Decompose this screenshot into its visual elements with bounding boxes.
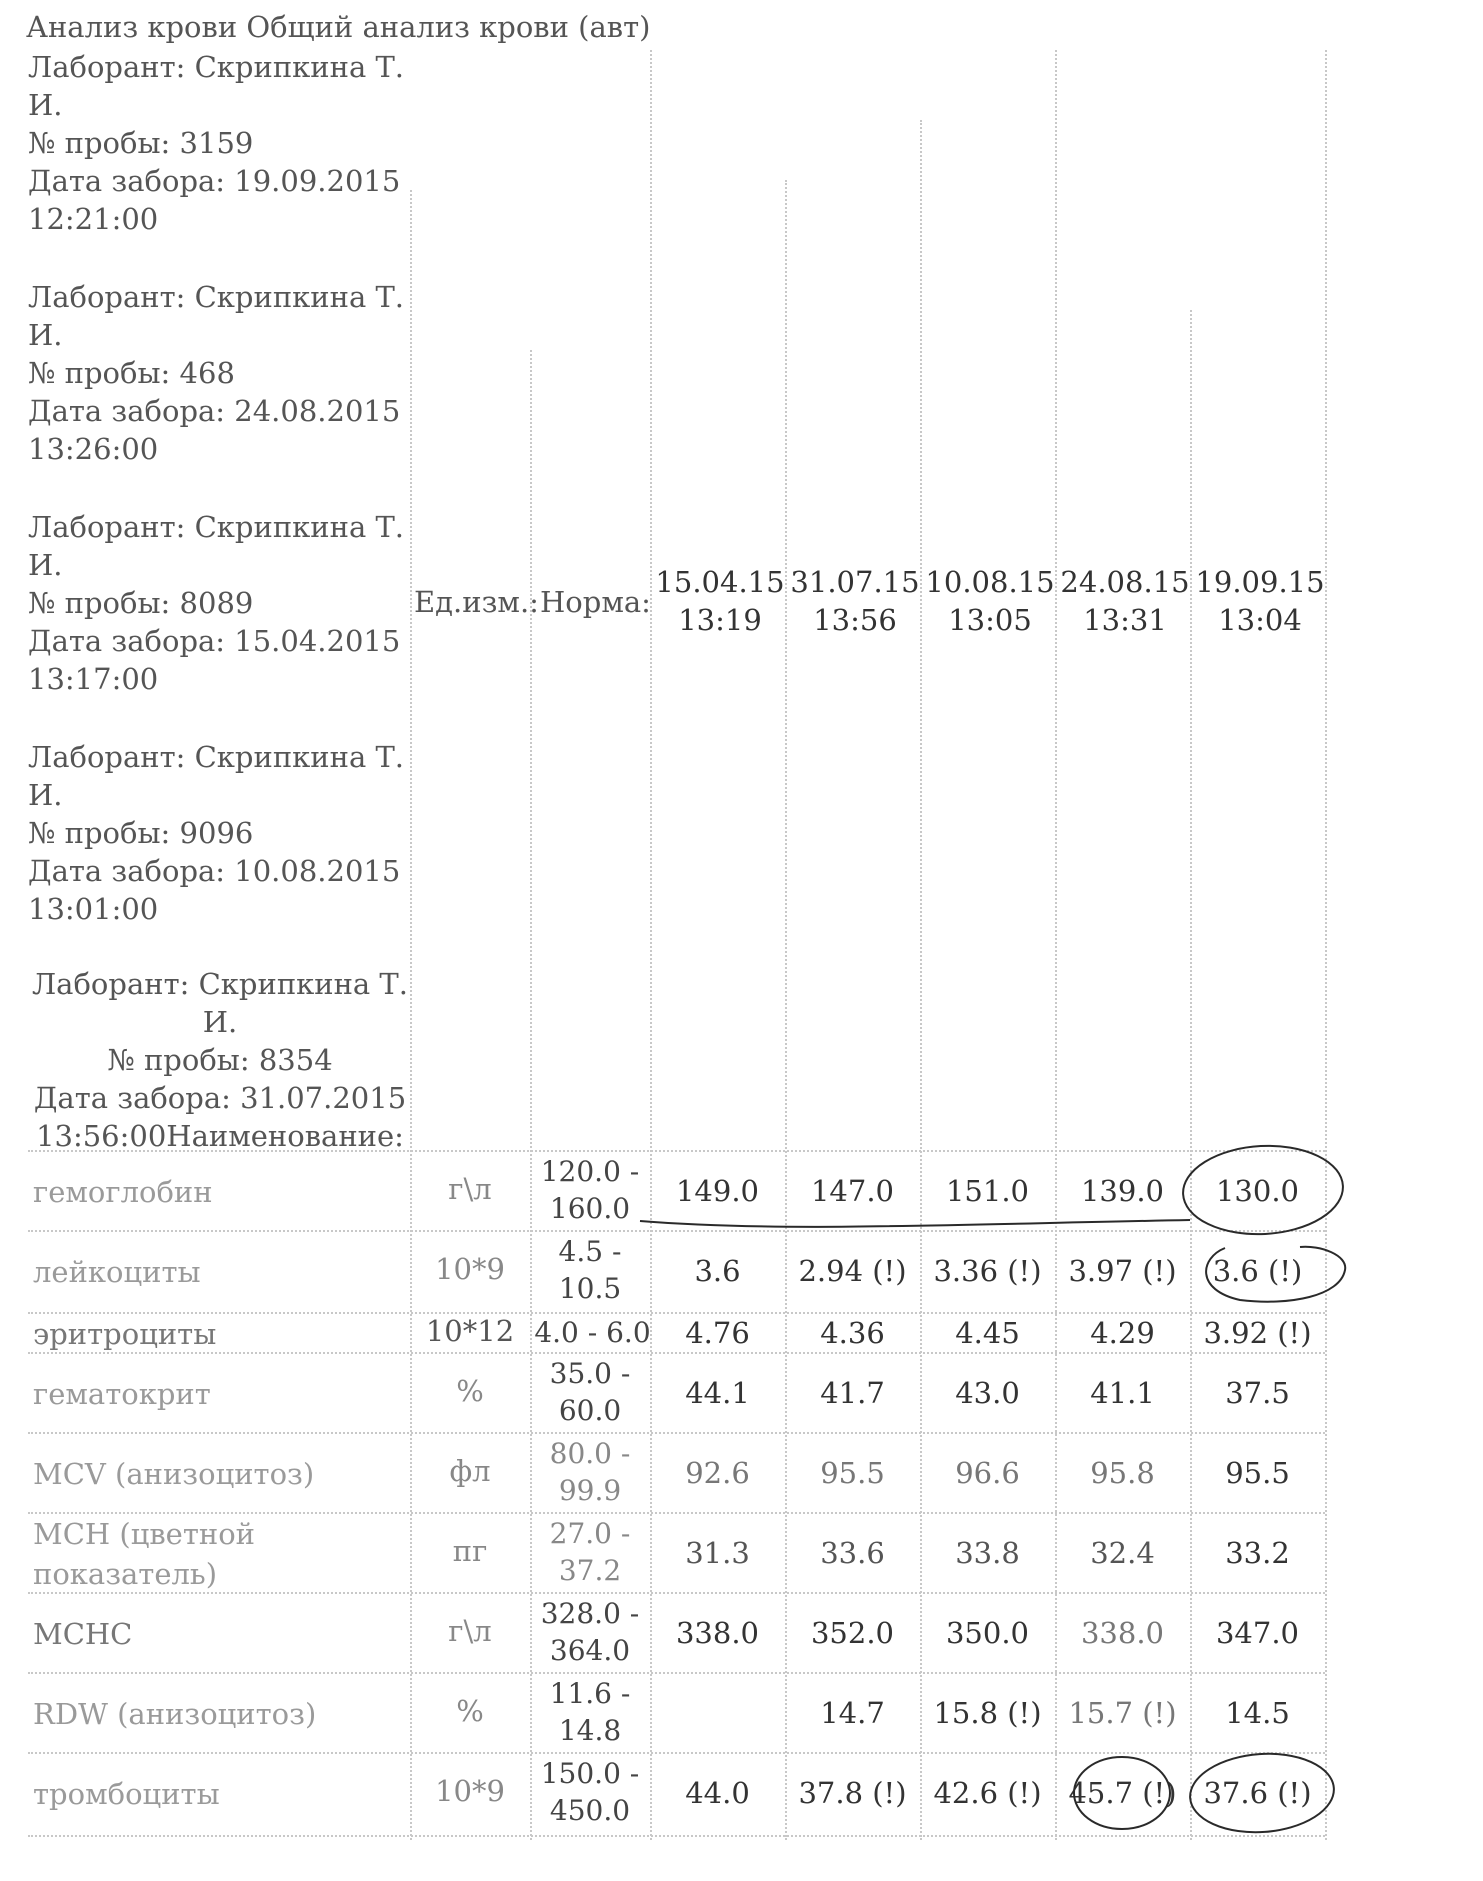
row-unit: г\л — [448, 1172, 492, 1206]
probe-number: № пробы: 8354 — [107, 1043, 333, 1077]
value-cell: 41.1 — [1090, 1376, 1155, 1410]
norm-low: 80.0 - — [549, 1437, 631, 1470]
value-cell: 4.45 — [955, 1316, 1020, 1350]
probe-number: № пробы: 3159 — [28, 126, 254, 160]
value-cell: 2.94 (!) — [798, 1254, 907, 1288]
row-unit: 10*12 — [425, 1314, 515, 1348]
laborant-label: Лаборант: Скрипкина Т. — [31, 967, 408, 1001]
probe-number: № пробы: 9096 — [28, 816, 254, 850]
value-cell: 33.2 — [1225, 1536, 1290, 1570]
norm-low: 328.0 - — [540, 1597, 640, 1630]
collection-date: Дата забора: 15.04.2015 — [28, 624, 401, 658]
value-cell: 15.8 (!) — [933, 1696, 1042, 1730]
row-name: тромбоциты — [33, 1777, 220, 1811]
value-cell: 37.8 (!) — [798, 1776, 907, 1810]
row-name: гематокрит — [33, 1377, 211, 1411]
collection-time: 13:01:00 — [28, 892, 159, 926]
probe-number: № пробы: 468 — [28, 356, 235, 390]
value-cell: 338.0 — [1080, 1616, 1165, 1650]
norm-high: 450.0 — [549, 1794, 631, 1827]
laborant-label-cont: И. — [202, 1005, 238, 1039]
row-name: MCV (анизоцитоз) — [33, 1457, 315, 1491]
value-cell: 139.0 — [1080, 1174, 1165, 1208]
value-cell: 33.6 — [820, 1536, 885, 1570]
row-unit: % — [456, 1374, 484, 1408]
norm-high: 37.2 — [558, 1554, 622, 1587]
date-header-date: 15.04.15 — [655, 565, 785, 599]
norm-high: 99.9 — [558, 1474, 622, 1507]
norm-low: 120.0 - — [540, 1155, 640, 1188]
date-header-time: 13:31 — [1083, 603, 1167, 637]
value-cell: 3.36 (!) — [933, 1254, 1042, 1288]
laborant-label-cont: И. — [28, 548, 63, 582]
norm-header: Норма: — [540, 585, 651, 619]
value-cell: 32.4 — [1090, 1536, 1155, 1570]
date-header-time: 13:56 — [813, 603, 897, 637]
row-unit: пг — [452, 1534, 488, 1568]
row-name: гемоглобин — [33, 1175, 213, 1209]
norm-high: 364.0 — [549, 1634, 631, 1667]
collection-time: 13:17:00 — [28, 662, 159, 696]
norm-low: 35.0 - — [549, 1357, 631, 1390]
circle-mark-platelets-5 — [1187, 1749, 1336, 1837]
value-cell: 42.6 (!) — [933, 1776, 1042, 1810]
value-cell: 147.0 — [810, 1174, 895, 1208]
date-header-date: 31.07.15 — [790, 565, 920, 599]
probe-number: № пробы: 8089 — [28, 586, 254, 620]
norm-low: 4.0 - 6.0 — [534, 1316, 651, 1349]
value-cell: 41.7 — [820, 1376, 885, 1410]
date-header-date: 24.08.15 — [1060, 565, 1190, 599]
collection-date: Дата забора: 24.08.2015 — [28, 394, 401, 428]
row-unit: 10*9 — [435, 1774, 505, 1808]
collection-time: 13:56:00Наименование: — [36, 1119, 404, 1153]
norm-low: 4.5 - — [558, 1235, 622, 1268]
laborant-label: Лаборант: Скрипкина Т. — [28, 510, 405, 544]
row-unit: фл — [449, 1454, 491, 1488]
collection-date: Дата забора: 19.09.2015 — [28, 164, 401, 198]
row-name-cont: показатель) — [33, 1557, 218, 1591]
value-cell: 352.0 — [810, 1616, 895, 1650]
value-cell: 96.6 — [955, 1456, 1020, 1490]
row-name: лейкоциты — [33, 1255, 201, 1289]
date-header-date: 10.08.15 — [925, 565, 1055, 599]
laborant-label-cont: И. — [28, 88, 63, 122]
report-title: Анализ крови Общий анализ крови (авт) — [26, 10, 651, 44]
value-cell: 3.92 (!) — [1203, 1316, 1312, 1350]
value-cell: 14.7 — [820, 1696, 885, 1730]
date-header-date: 19.09.15 — [1195, 565, 1325, 599]
value-cell: 347.0 — [1215, 1616, 1300, 1650]
circle-mark-platelets-4 — [1074, 1757, 1170, 1829]
value-cell: 15.7 (!) — [1068, 1696, 1177, 1730]
units-header: Ед.изм.: — [414, 585, 539, 619]
value-cell: 31.3 — [685, 1536, 750, 1570]
value-cell: 92.6 — [685, 1456, 750, 1490]
value-cell: 95.8 — [1090, 1456, 1155, 1490]
norm-high: 14.8 — [558, 1714, 622, 1747]
norm-high: 160.0 — [549, 1192, 631, 1225]
value-cell: 3.97 (!) — [1068, 1254, 1177, 1288]
value-cell: 37.5 — [1225, 1376, 1290, 1410]
value-cell: 4.76 — [685, 1316, 750, 1350]
norm-low: 11.6 - — [549, 1677, 631, 1710]
collection-date: Дата забора: 31.07.2015 — [33, 1081, 407, 1115]
value-cell: 4.36 — [820, 1316, 885, 1350]
collection-date: Дата забора: 10.08.2015 — [28, 854, 401, 888]
row-name: MCHC — [33, 1617, 133, 1651]
laborant-label: Лаборант: Скрипкина Т. — [28, 50, 405, 84]
collection-time: 13:26:00 — [28, 432, 159, 466]
row-name: эритроциты — [33, 1317, 217, 1351]
value-cell: 130.0 — [1215, 1174, 1300, 1208]
value-cell: 44.1 — [685, 1376, 750, 1410]
value-cell: 33.8 — [955, 1536, 1020, 1570]
laborant-label: Лаборант: Скрипкина Т. — [28, 280, 405, 314]
date-header-time: 13:19 — [678, 603, 762, 637]
laborant-label-cont: И. — [28, 778, 63, 812]
norm-high: 10.5 — [558, 1272, 622, 1305]
value-cell: 14.5 — [1225, 1696, 1290, 1730]
collection-time: 12:21:00 — [28, 202, 159, 236]
norm-high: 60.0 — [558, 1394, 622, 1427]
underline-mark-hemoglobin — [640, 1220, 1190, 1227]
value-cell: 95.5 — [820, 1456, 885, 1490]
norm-low: 27.0 - — [549, 1517, 631, 1550]
value-cell: 3.6 (!) — [1212, 1254, 1303, 1288]
value-cell: 4.29 — [1090, 1316, 1155, 1350]
value-cell: 149.0 — [675, 1174, 760, 1208]
laborant-label-cont: И. — [28, 318, 63, 352]
value-cell: 3.6 — [694, 1254, 741, 1288]
row-unit: 10*9 — [435, 1252, 505, 1286]
date-header-time: 13:04 — [1218, 603, 1302, 637]
value-cell: 37.6 (!) — [1203, 1776, 1312, 1810]
circle-mark-hemoglobin — [1181, 1142, 1345, 1238]
row-name: MCH (цветной — [33, 1517, 256, 1551]
circle-mark-leukocytes — [1206, 1247, 1345, 1302]
value-cell: 350.0 — [945, 1616, 1030, 1650]
row-unit: % — [456, 1694, 484, 1728]
value-cell: 151.0 — [945, 1174, 1030, 1208]
row-name: RDW (анизоцитоз) — [33, 1697, 317, 1731]
value-cell: 95.5 — [1225, 1456, 1290, 1490]
value-cell: 338.0 — [675, 1616, 760, 1650]
value-cell: 45.7 (!) — [1068, 1776, 1177, 1810]
value-cell: 43.0 — [955, 1376, 1020, 1410]
value-cell: 44.0 — [685, 1776, 750, 1810]
laborant-label: Лаборант: Скрипкина Т. — [28, 740, 405, 774]
norm-low: 150.0 - — [540, 1757, 640, 1790]
date-header-time: 13:05 — [948, 603, 1032, 637]
row-unit: г\л — [448, 1614, 492, 1648]
